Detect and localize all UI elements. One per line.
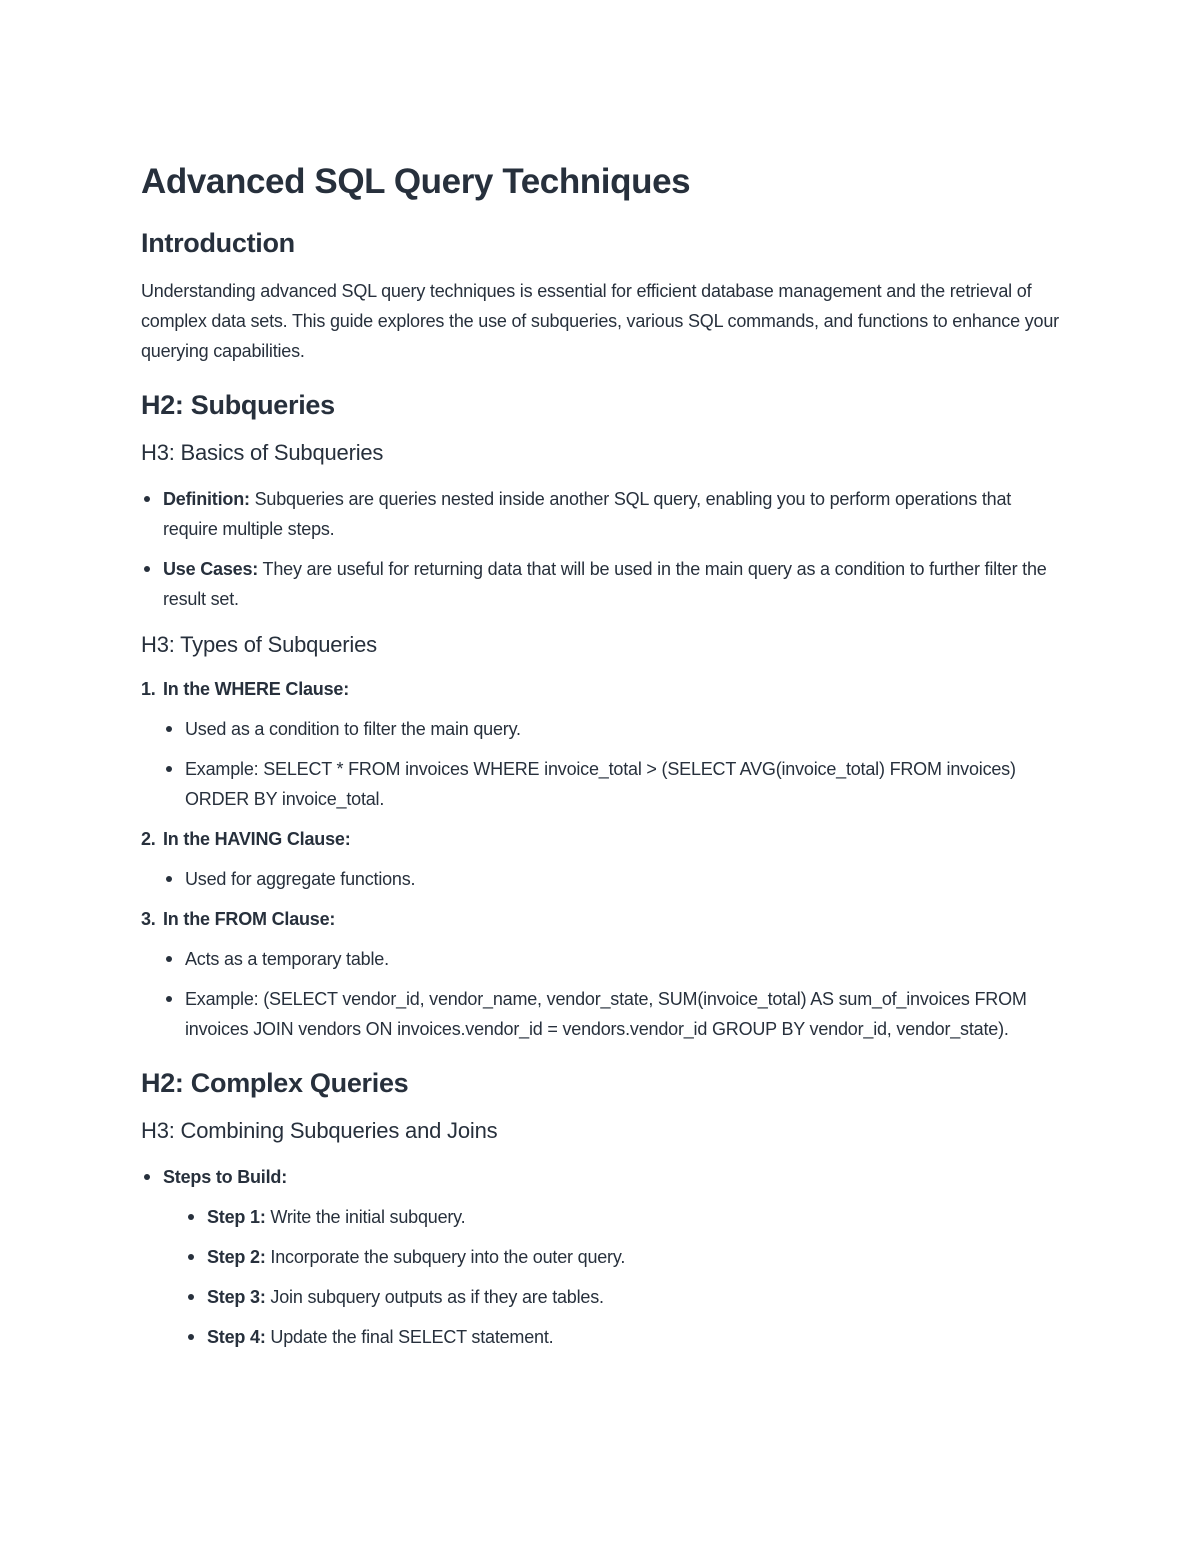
sub-list-item: Example: (SELECT vendor_id, vendor_name, vendor_state, SUM(invoice_total) AS sum_of_invoices FROM invoices JOIN vendors ON invoices.vendor_id = vendors.vendor_id GROUP BY vendor_id, vendor_state). bbox=[163, 984, 1061, 1044]
list-item bbox=[141, 904, 1061, 1044]
item-text: They are useful for returning data that will be used in the main query as a condition to further filter the result set. bbox=[163, 559, 1047, 609]
step-label: Step 4: bbox=[207, 1327, 266, 1347]
complex-heading: H2: Complex Queries bbox=[141, 1068, 409, 1098]
intro-paragraph: Understanding advanced SQL query techniques is essential for efficient database management and the retrieval of complex data sets. This guide explores the use of subqueries, various SQL commands, and functions to enhance your querying capabilities. bbox=[141, 281, 1059, 361]
sub-list bbox=[163, 1202, 1061, 1352]
steps-list bbox=[141, 1162, 1061, 1352]
item-label: In the HAVING Clause: bbox=[163, 829, 351, 849]
intro-heading: Introduction bbox=[141, 228, 295, 258]
item-number: 3. bbox=[141, 909, 156, 929]
document-title: Advanced SQL Query Techniques bbox=[141, 162, 691, 201]
sub-list-item bbox=[185, 1282, 1061, 1312]
types-list bbox=[141, 674, 1061, 1044]
item-label: In the FROM Clause: bbox=[163, 909, 336, 929]
step-text: Join subquery outputs as if they are tables. bbox=[265, 1287, 604, 1307]
item-number: 2. bbox=[141, 829, 156, 849]
step-text: Update the final SELECT statement. bbox=[265, 1327, 554, 1347]
item-number: 1. bbox=[141, 679, 156, 699]
subqueries-heading: H2: Subqueries bbox=[141, 390, 335, 420]
list-item bbox=[141, 554, 1061, 614]
step-text: Write the initial subquery. bbox=[265, 1207, 466, 1227]
item-label: Definition: bbox=[163, 489, 250, 509]
step-label: Step 1: bbox=[207, 1207, 266, 1227]
list-item bbox=[141, 824, 1061, 894]
item-text: Subqueries are queries nested inside another SQL query, enabling you to perform operations that require multiple steps. bbox=[163, 489, 1012, 539]
sub-list-item: Used as a condition to filter the main query. bbox=[163, 714, 1061, 744]
sub-list-item bbox=[185, 1202, 1061, 1232]
step-label: Step 3: bbox=[207, 1287, 266, 1307]
sub-list-item bbox=[185, 1242, 1061, 1272]
item-label: Use Cases: bbox=[163, 559, 259, 579]
sub-list bbox=[141, 714, 1061, 814]
sub-list bbox=[141, 864, 1061, 894]
list-item bbox=[141, 674, 1061, 814]
types-heading: H3: Types of Subqueries bbox=[141, 632, 377, 657]
list-item bbox=[141, 484, 1061, 544]
sub-list-item bbox=[185, 1322, 1061, 1352]
document-page bbox=[141, 160, 1061, 1352]
step-label: Step 2: bbox=[207, 1247, 266, 1267]
sub-list-item: Acts as a temporary table. bbox=[163, 944, 1061, 974]
basics-list bbox=[141, 484, 1061, 614]
item-label: In the WHERE Clause: bbox=[163, 679, 350, 699]
sub-list-item: Used for aggregate functions. bbox=[163, 864, 1061, 894]
combining-heading: H3: Combining Subqueries and Joins bbox=[141, 1118, 498, 1143]
sub-list-item: Example: SELECT * FROM invoices WHERE invoice_total > (SELECT AVG(invoice_total) FROM invoices) ORDER BY invoice_total. bbox=[163, 754, 1061, 814]
list-item bbox=[141, 1162, 1061, 1352]
step-text: Incorporate the subquery into the outer query. bbox=[265, 1247, 626, 1267]
basics-heading: H3: Basics of Subqueries bbox=[141, 440, 384, 465]
steps-label: Steps to Build: bbox=[163, 1167, 287, 1187]
sub-list bbox=[141, 944, 1061, 1044]
